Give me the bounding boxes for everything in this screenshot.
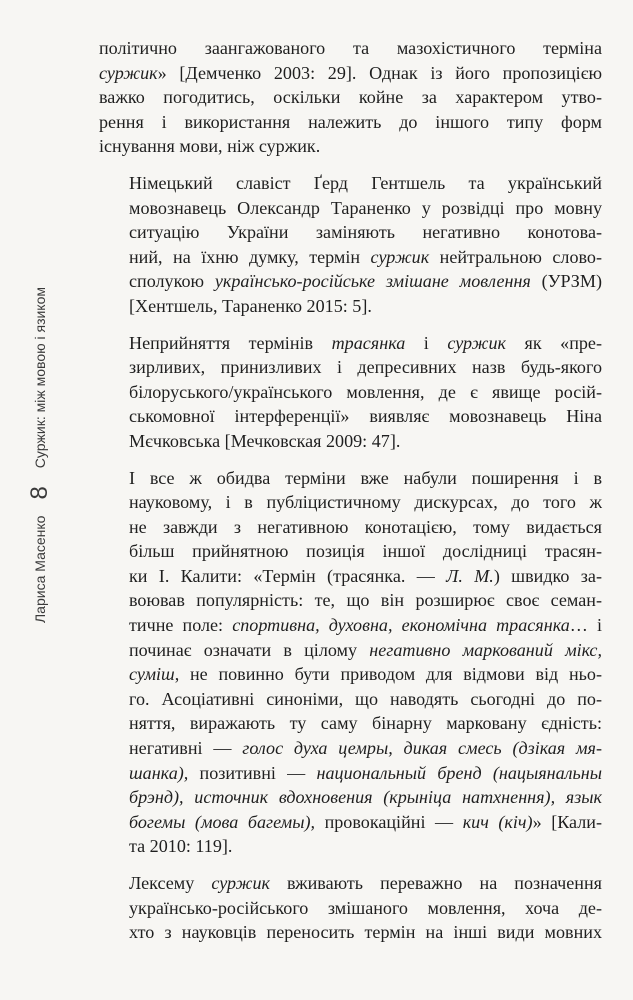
text-segment: не завжди з негативною конотацією, тому видається [129, 516, 602, 537]
text-segment: важко погодитись, оскільки койне за характером утво- [99, 87, 602, 108]
text-line [99, 711, 602, 736]
italic-text: голос духа цемры, дикая смесь (дзікая мя- [242, 738, 602, 759]
text-segment: [Хентшель, Тараненко 2015: 5]. [129, 295, 372, 316]
text-line [99, 429, 602, 454]
text-segment: мовознавець Олександр Тараненко у розвідці про мовну [129, 197, 602, 218]
text-segment: » [Демченко 2003: 29]. Однак із його пропозицією [157, 62, 602, 83]
text-segment: і [405, 332, 448, 353]
paragraph [99, 36, 602, 159]
text-segment: І все ж обидва терміни вже набули поширення і в [129, 467, 602, 488]
text-line [99, 564, 602, 589]
text-segment: Мєчковська [Мечковская 2009: 47]. [129, 430, 401, 451]
italic-text: суржик [447, 332, 506, 353]
text-line [99, 687, 602, 712]
text-segment: позитивні — [188, 762, 317, 783]
text-line [99, 196, 602, 221]
text-segment: негативні — [129, 738, 243, 759]
text-segment: (УРЗМ) [530, 271, 602, 292]
text-segment: білоруського/українського мовлення, де є явище росій- [129, 381, 602, 402]
page-number: 8 [26, 486, 53, 500]
paragraph [99, 466, 602, 860]
page-body [99, 36, 602, 945]
text-segment: більш прийнятною позиція іншої дослідниці трасян- [129, 541, 602, 562]
italic-text: суміш [129, 664, 175, 685]
text-line [99, 134, 602, 159]
italic-text: суржик [370, 246, 430, 267]
text-segment: нейтральною слово- [429, 246, 602, 267]
text-segment: політично заангажованого та мазохістичного терміна [99, 38, 602, 58]
text-segment: воював популярність: те, що він розширює своє семан- [129, 590, 602, 611]
text-line [99, 613, 602, 638]
text-segment: хто з науковців переносить термін на інші види мовних [129, 922, 602, 943]
text-segment: Лексему [129, 873, 212, 893]
text-segment: Неприйняття термінів [129, 332, 332, 353]
text-segment: провокаційні — [315, 811, 463, 832]
text-segment: няття, виражають ту саму бінарну марковану єдність: [129, 713, 602, 734]
running-head-author: Лариса Масенко [32, 515, 48, 624]
text-segment: ) швидко за- [493, 565, 602, 586]
text-line [99, 490, 602, 515]
text-segment: го. Асоціативні синоніми, що наводять сьогодні до по- [129, 688, 602, 709]
text-line [99, 245, 602, 270]
text-line [99, 810, 602, 835]
text-line [99, 588, 602, 613]
italic-text: українсько-російське змішане мовлення [214, 271, 531, 292]
text-line [99, 380, 602, 405]
text-line [99, 294, 602, 319]
italic-text: богемы (мова багемы), [129, 811, 316, 832]
text-segment: тичне поле: [129, 615, 233, 636]
text-segment: ки І. Калити: «Термін (трасянка. — [129, 565, 447, 586]
text-segment: як «пре- [505, 332, 602, 353]
text-line [99, 896, 602, 921]
italic-text: суржик [211, 873, 270, 893]
italic-text: спортивна, духовна, економічна трасянка [232, 615, 570, 636]
text-segment: зирливих, принизливих і депресивних назв будь-якого [129, 357, 602, 378]
running-head-title: Суржик: між мовою і язиком [32, 286, 48, 469]
text-segment: сполукою [129, 271, 215, 292]
italic-text: трасянка [331, 332, 406, 353]
paragraph [99, 331, 602, 454]
text-line [99, 171, 602, 196]
text-line [99, 920, 602, 945]
paragraph [99, 871, 602, 945]
text-line [99, 269, 602, 294]
italic-text: суржик [99, 62, 158, 83]
text-line [99, 834, 602, 859]
text-segment: існування мови, ніж суржик. [99, 136, 321, 157]
text-segment: Німецький славіст Ґерд Гентшель та український [129, 172, 602, 193]
text-segment: та 2010: 119]. [129, 836, 233, 857]
text-line [99, 539, 602, 564]
text-line [99, 662, 602, 687]
italic-text: Л. М. [446, 565, 494, 586]
text-segment: ний, на їхню думку, термін [129, 246, 371, 267]
text-segment: , не повинно бути приводом для відмови від ньо- [174, 664, 602, 685]
italic-text: национальный бренд (нацыянальны [316, 762, 602, 783]
text-line [99, 761, 602, 786]
italic-text: кич (кіч) [462, 811, 533, 832]
text-segment: вживають переважно на позначення [270, 873, 602, 893]
text-line [99, 110, 602, 135]
text-segment: науковому, і в публіцистичному дискурсах, до того ж [129, 492, 602, 513]
paragraph [99, 171, 602, 319]
text-line [99, 61, 602, 86]
text-line [99, 785, 602, 810]
text-line [99, 404, 602, 429]
text-segment: рення і використання належить до іншого типу форм [99, 111, 602, 132]
text-line [99, 220, 602, 245]
text-line [99, 466, 602, 491]
text-line [99, 871, 602, 896]
text-segment: українсько-російського змішаного мовлення, хоча де- [129, 897, 602, 918]
text-segment: ськомовної інтерференції» виявляє мовознавець Ніна [129, 406, 602, 427]
text-segment: ситуацію України заміняють негативно конотова- [129, 222, 602, 243]
italic-text: шанка), [129, 762, 189, 783]
text-line [99, 36, 602, 61]
text-segment: » [Кали- [532, 811, 602, 832]
text-line [99, 736, 602, 761]
text-line [99, 638, 602, 663]
italic-text: брэнд), источник вдохновения (крыніца натхнення), язык [129, 787, 602, 808]
text-segment: … і [569, 615, 602, 636]
text-line [99, 515, 602, 540]
text-line [99, 355, 602, 380]
text-line [99, 331, 602, 356]
text-line [99, 85, 602, 110]
italic-text: негативно маркований мікс, [369, 639, 602, 660]
running-head [26, 287, 54, 623]
text-segment: починає означати в цілому [129, 639, 370, 660]
